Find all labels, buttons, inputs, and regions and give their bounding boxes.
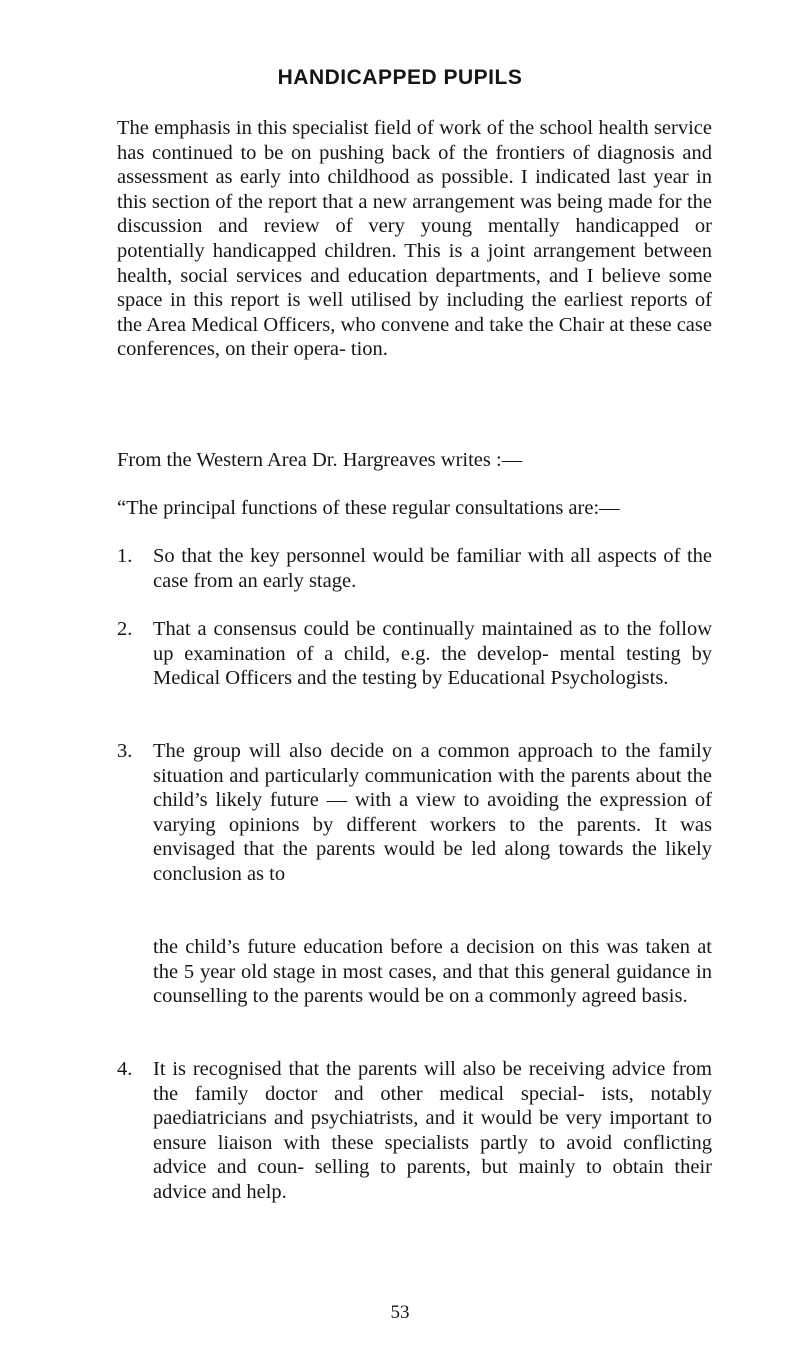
list-item-1 xyxy=(117,544,712,593)
list-item-3 xyxy=(117,739,712,887)
list-item-text: It is recognised that the parents will also be receiving advice from the family doctor and other medical special- ists, notably paediatricians and psychiatrists, and it would be very important to ensure liaison with these specialists partly to avoid conflicting advice and coun- selling to parents, but mainly to obtain their advice and help. xyxy=(153,1058,712,1203)
page-number: 53 xyxy=(390,1302,410,1323)
list-item-number: 3. xyxy=(117,740,133,762)
list-item-text: That a consensus could be continually maintained as to the follow up examination of a child, e.g. the develop- mental testing by Medical Officers and the testing by Educational Psychologists. xyxy=(153,618,712,690)
list-item-text: The group will also decide on a common approach to the family situation and particularly communication with the parents about the child’s likely future — with a view to avoiding the expression of varying opinions by different workers to the parents. It was envisaged that the parents would be led along towards the likely conclusion as to xyxy=(153,740,712,885)
quote-intro: “The principal functions of these regular consultations are:— xyxy=(117,497,620,519)
page-title: HANDICAPPED PUPILS xyxy=(277,66,523,89)
list-item-number: 1. xyxy=(117,545,133,567)
from-line: From the Western Area Dr. Hargreaves writes :— xyxy=(117,449,523,471)
list-item-4 xyxy=(117,1057,712,1205)
list-item-3-continuation: the child’s future education before a decision on this was taken at the 5 year old stage in most cases, and that this general guidance in counselling to the parents would be on a commonly agreed basis. xyxy=(153,936,712,1008)
list-item-2 xyxy=(117,617,712,691)
list-item-number: 2. xyxy=(117,618,133,640)
list-item-text: So that the key personnel would be familiar with all aspects of the case from an early stage. xyxy=(153,545,712,592)
list-item-number: 4. xyxy=(117,1058,133,1080)
intro-paragraph: The emphasis in this specialist field of work of the school health service has continued to be on pushing back of the frontiers of diagnosis and assessment as early into childhood as possible. I indicated last year in this section of the report that a new arrangement was being made for the discussion and review of very young mentally handicapped or potentially handicapped children. This is a joint arrangement between health, social services and education departments, and I believe some space in this report is well utilised by including the earliest reports of the Area Medical Officers, who convene and take the Chair at these case conferences, on their opera- tion. xyxy=(117,117,712,361)
